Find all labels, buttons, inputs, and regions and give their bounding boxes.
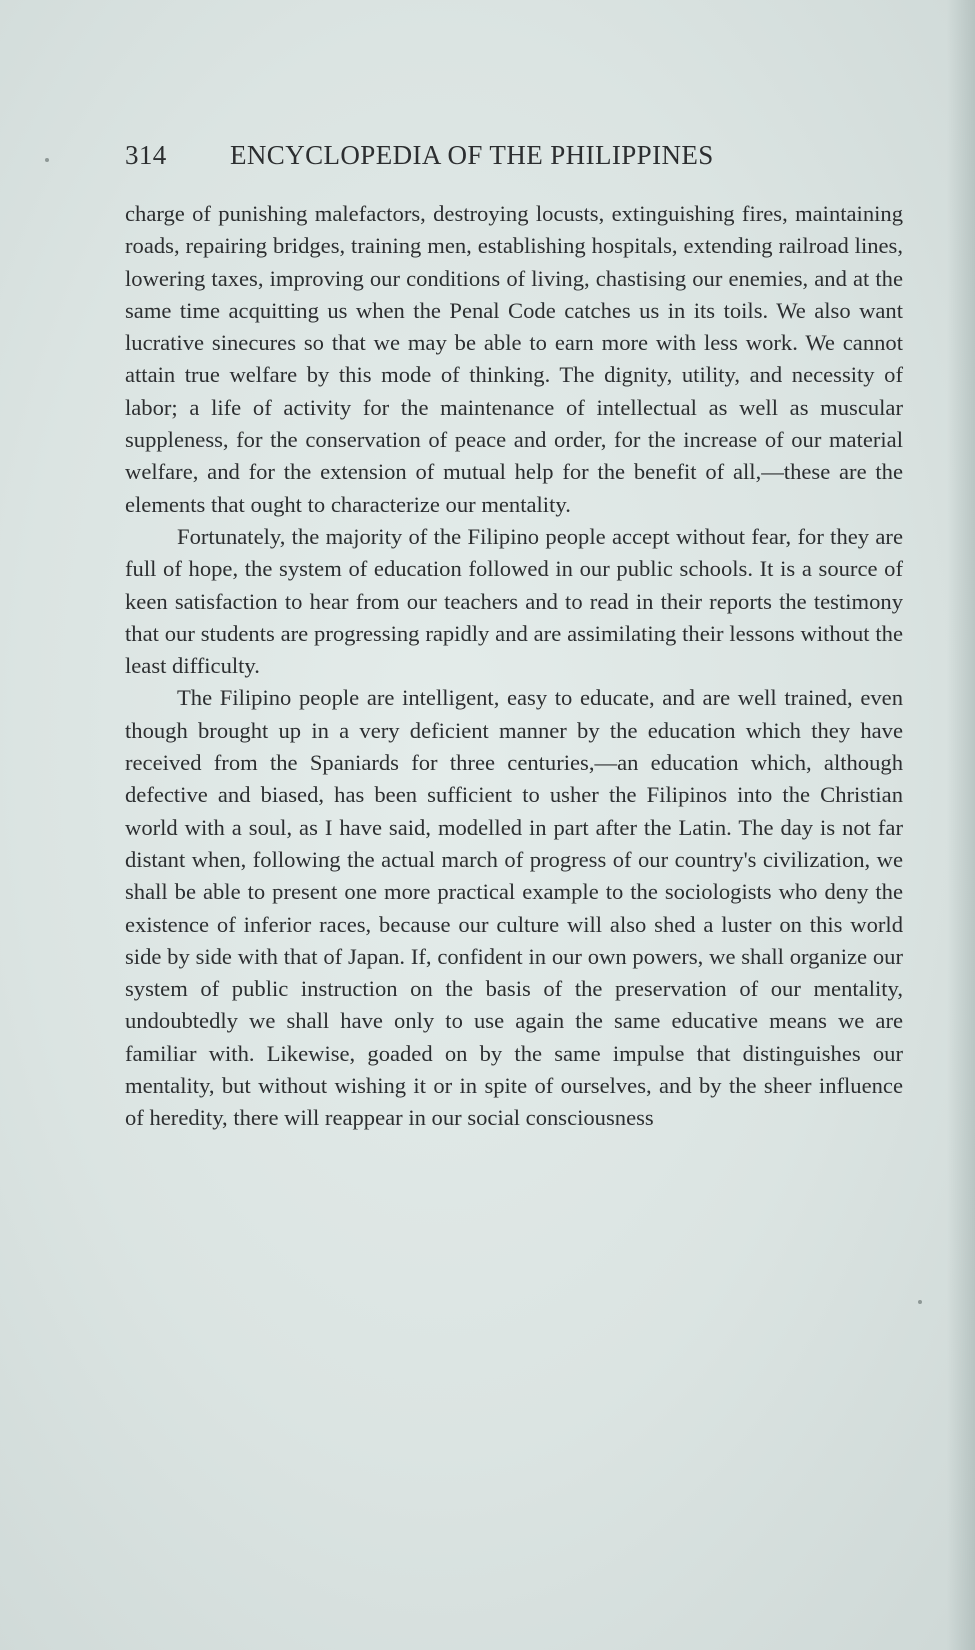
paragraph-filipino-people: The Filipino people are intelligent, easy to educate, and are well trained, even though brought up in a very deficient manner by the education which they have received from the Spaniards for three centuries,—an education which, although defective and biased, has been sufficient to usher the Filipinos into the Christian world with a soul, as I have said, modelled in part after the Latin. The day is not far distant when, following the actual march of progress of our country's civilization, we shall be able to present one more practical example to the sociologists who deny the existence of inferior races, because our culture will also shed a luster on this world side by side with that of Japan. If, confident in our own powers, we shall organize our system of public instruction on the basis of the preservation of our mentality, undoubtedly we shall have only to use again the same educative means we are familiar with. Likewise, goaded on by the same impulse that distinguishes our mentality, but without wishing it or in spite of ourselves, and by the sheer influence of heredity, there will reappear in our social consciousness (125, 685, 903, 1131)
page-edge-shadow (947, 0, 975, 1650)
running-title: ENCYCLOPEDIA OF THE PHILIPPINES (230, 140, 714, 170)
paragraph-continuation: charge of punishing malefactors, destroying locusts, extinguishing fires, maintaining roads, repairing bridges, training men, establishing hospitals, extending railroad lines, lowering taxes, improving our conditions of living, chastising our enemies, and at the same time acquitting us when the Penal Code catches us in its toils. We also want lucrative sinecures so that we may be able to earn more with less work. We cannot attain true welfare by this mode of thinking. The dignity, utility, and necessity of labor; a life of activity for the maintenance of intellectual as well as muscular suppleness, for the conservation of peace and order, for the increase of our material welfare, and for the extension of mutual help for the benefit of all,—these are the elements that ought to characterize our mentality. (125, 201, 903, 517)
paper-speck (918, 1300, 922, 1304)
paper-speck (45, 158, 49, 162)
body-text (125, 198, 903, 1135)
running-header (125, 140, 905, 171)
page-number: 314 (125, 140, 167, 170)
paragraph-fortunately: Fortunately, the majority of the Filipino people accept without fear, for they are full of hope, the system of education followed in our public schools. It is a source of keen satisfaction to hear from our teachers and to read in their reports the testimony that our students are progressing rapidly and are assimilating their lessons without the least difficulty. (125, 523, 903, 679)
